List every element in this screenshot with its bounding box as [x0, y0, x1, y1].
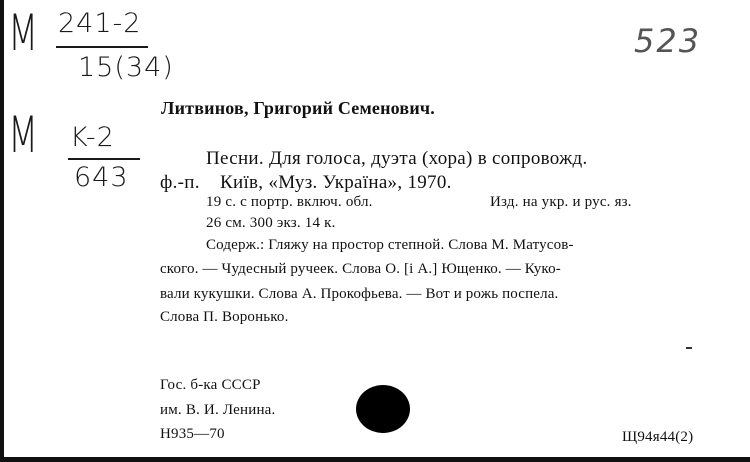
contents-line: Содерж.: Гляжу на простор степной. Слова М. Матусов-: [206, 237, 574, 253]
shelfmark-rule-2: [68, 158, 140, 160]
classification-code: Щ94я44(2): [622, 429, 694, 445]
card-bottom-edge: [0, 457, 750, 462]
library-name-line-1: Гос. б-ка СССР: [160, 377, 261, 393]
stray-mark: [686, 347, 692, 349]
contents-line: Слова П. Воронько.: [160, 309, 289, 325]
format-line: 26 см. 300 экз. 14 к.: [206, 215, 336, 231]
contents-line: ского. — Чудесный ручеек. Слова О. [і А.] Ющенко. — Куко-: [160, 261, 561, 277]
title-line-2: ф.-п. Київ, «Муз. Україна», 1970.: [160, 172, 452, 193]
shelfmark-bottom-2: 643: [74, 162, 129, 193]
shelfmark-letter-1: M: [8, 4, 39, 62]
contents-line: вали кукушки. Слова А. Прокофьева. — Вот и рожь поспела.: [160, 286, 559, 302]
corner-number: 523: [634, 22, 702, 60]
physical-description: 19 с. с портр. включ. обл.: [206, 194, 373, 210]
language-note: Изд. на укр. и рус. яз.: [490, 194, 632, 210]
card-number: Н935—70: [160, 426, 225, 442]
author-heading: Литвинов, Григорий Семенович.: [161, 98, 435, 118]
shelfmark-bottom-1: 15(34): [78, 52, 174, 83]
library-name-line-2: им. В. И. Ленина.: [160, 402, 276, 418]
shelfmark-letter-2: M: [8, 106, 39, 164]
shelfmark-top-1: 241-2: [58, 8, 142, 39]
card-left-edge: [0, 0, 4, 462]
shelfmark-top-2: K-2: [70, 122, 115, 153]
library-stamp: [356, 385, 410, 433]
shelfmark-rule-1: [56, 46, 148, 48]
title-line-1: Песни. Для голоса, дуэта (хора) в сопровожд.: [206, 148, 588, 169]
